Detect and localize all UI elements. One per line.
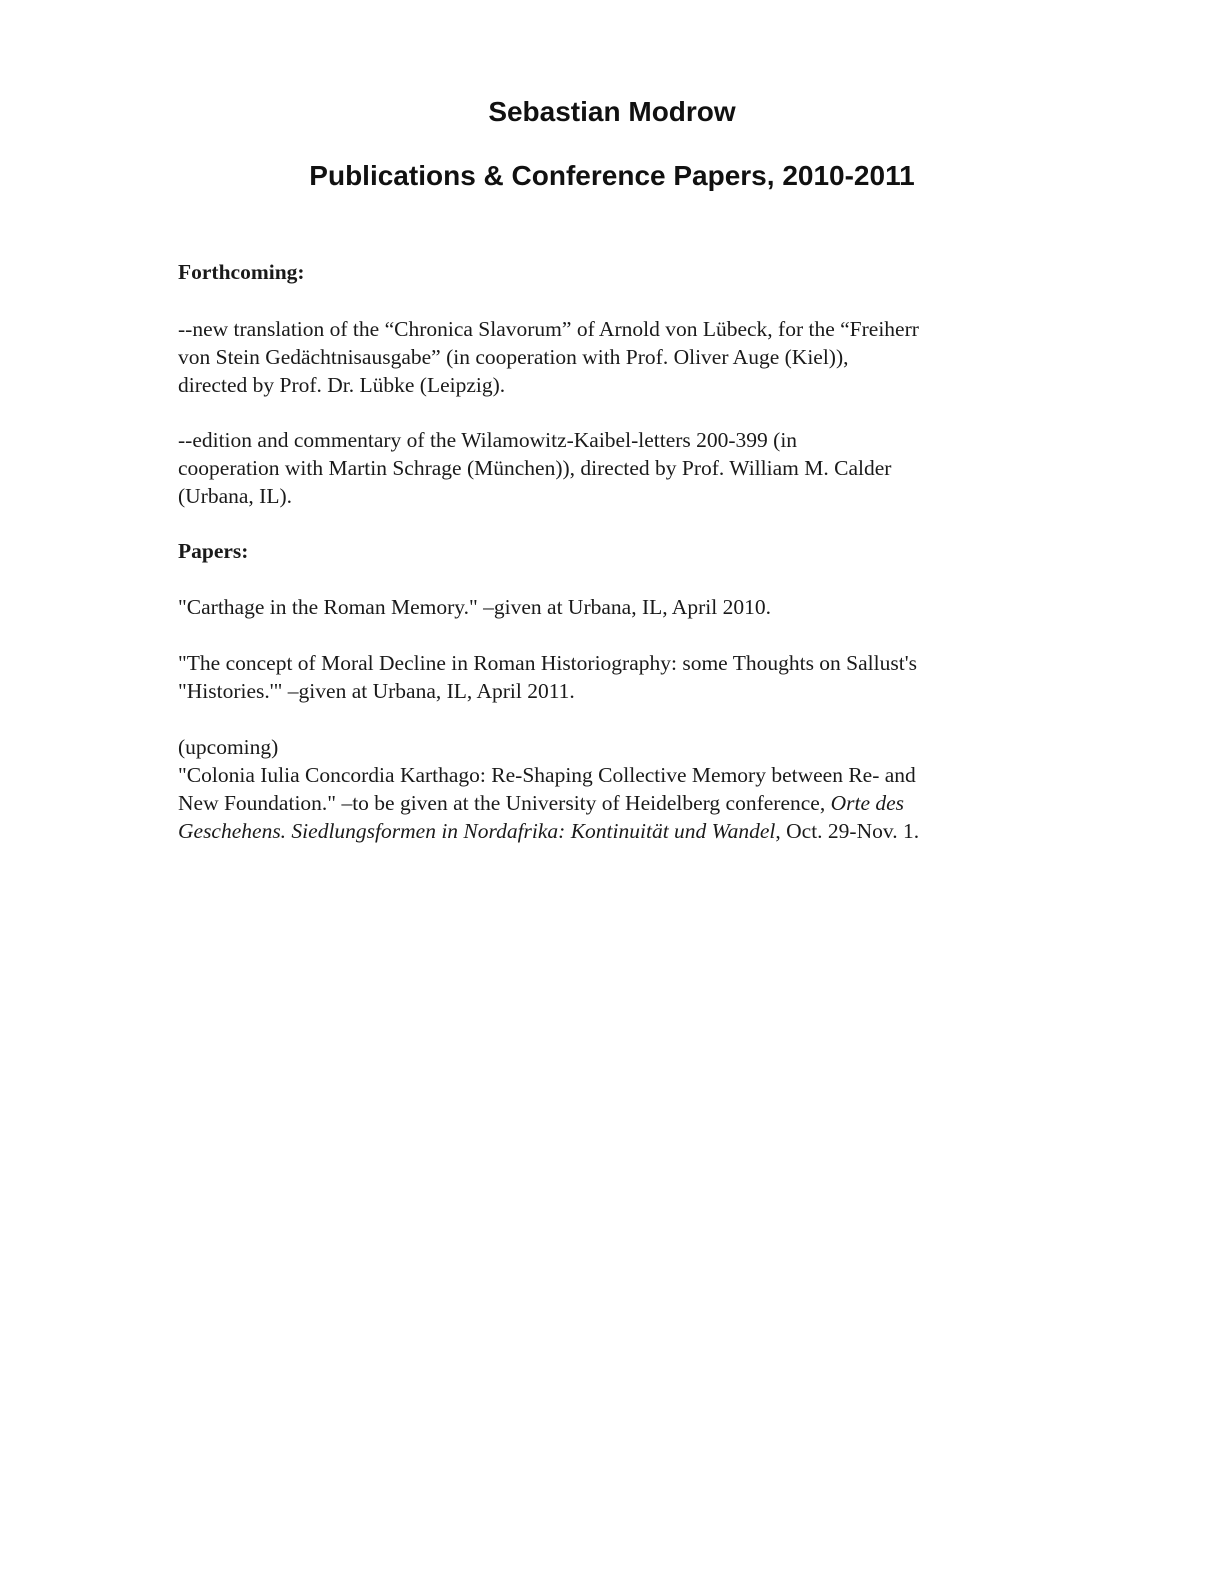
document-title: Publications & Conference Papers, 2010-2011	[309, 160, 915, 191]
author-name: Sebastian Modrow	[488, 96, 736, 127]
paper-item-colonia	[178, 761, 1048, 845]
text-line: (Urbana, IL).	[178, 484, 293, 508]
paper-item-moral-decline	[178, 649, 1048, 705]
text-line: --edition and commentary of the Wilamowitz-Kaibel-letters 200-399 (in	[178, 428, 798, 452]
text-line: von Stein Gedächtnisausgabe” (in cooperation with Prof. Oliver Auge (Kiel)),	[178, 345, 849, 369]
text-line: "The concept of Moral Decline in Roman Historiography: some Thoughts on Sallust's	[178, 651, 917, 675]
text-line: directed by Prof. Dr. Lübke (Leipzig).	[178, 373, 506, 397]
text-segment: , Oct. 29-Nov. 1.	[775, 819, 920, 843]
text-line: --new translation of the “Chronica Slavorum” of Arnold von Lübeck, for the “Freiherr	[178, 317, 919, 341]
text-line	[178, 817, 1048, 845]
text-line: "Colonia Iulia Concordia Karthago: Re-Shaping Collective Memory between Re- and	[178, 763, 916, 787]
forthcoming-heading: Forthcoming:	[178, 260, 305, 284]
conference-title-italic: Orte des	[830, 791, 905, 815]
text-line: cooperation with Martin Schrage (München)), directed by Prof. William M. Calder	[178, 456, 892, 480]
upcoming-label: (upcoming)	[178, 735, 279, 759]
text-segment: New Foundation." –to be given at the University of Heidelberg conference,	[178, 791, 831, 815]
forthcoming-item-edition	[178, 426, 1048, 510]
conference-title-italic: Geschehens. Siedlungsformen in Nordafrika: Kontinuität und Wandel	[178, 819, 776, 843]
text-line: "Histories.'" –given at Urbana, IL, April 2011.	[178, 679, 575, 703]
forthcoming-item-translation	[178, 315, 1048, 399]
papers-heading: Papers:	[178, 539, 249, 563]
paper-item-carthage	[178, 593, 1048, 621]
text-line: "Carthage in the Roman Memory." –given at Urbana, IL, April 2010.	[178, 595, 771, 619]
text-line	[178, 789, 1048, 817]
